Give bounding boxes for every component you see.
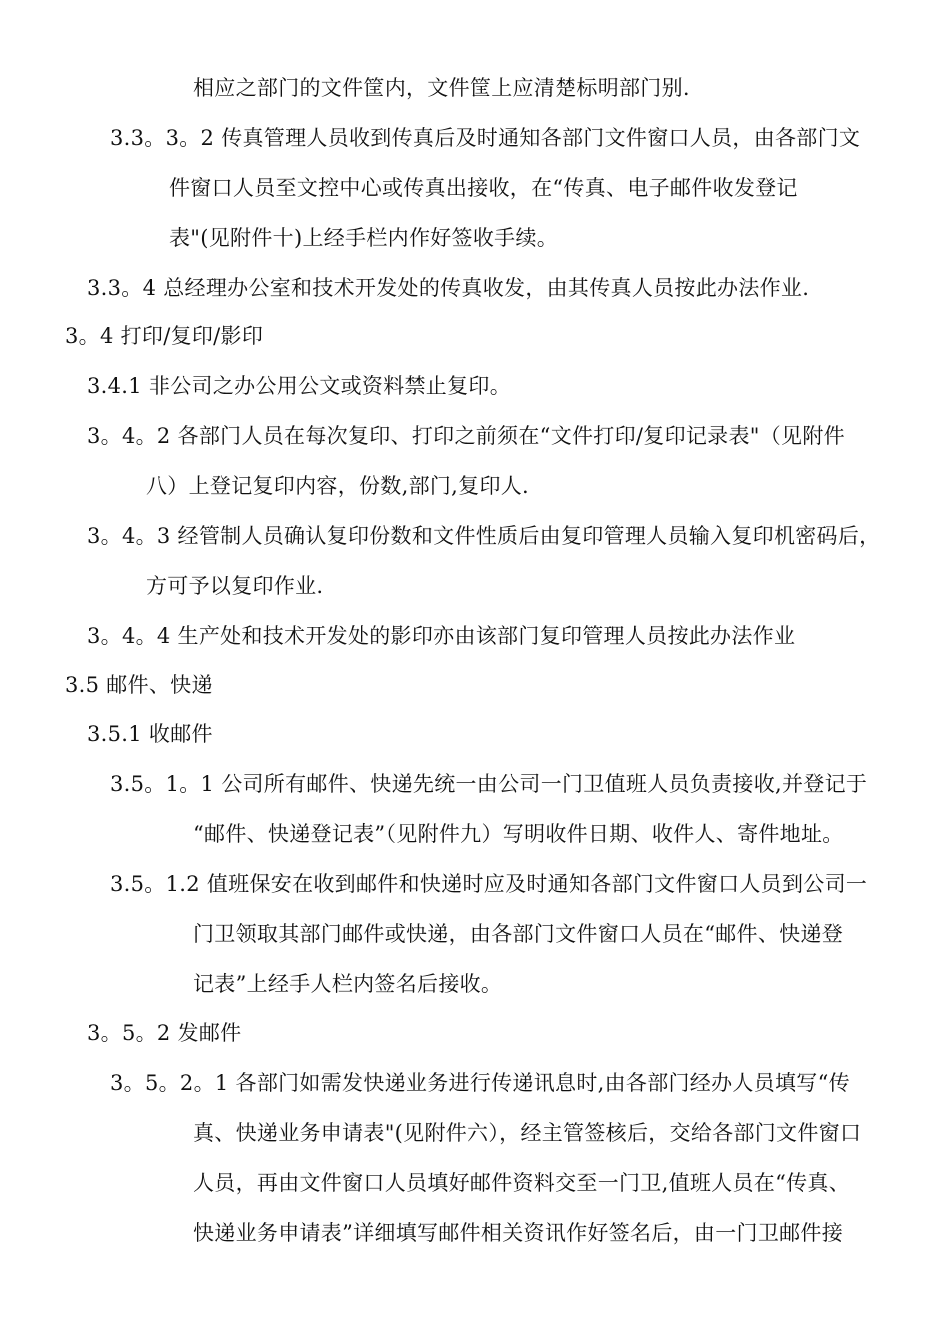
text-line: 快递业务申请表”详细填写邮件相关资讯作好签名后，由一门卫邮件接 [193,1221,844,1245]
text-line: 3.5。1.2 值班保安在收到邮件和快递时应及时通知各部门文件窗口人员到公司一 [110,872,868,896]
text-line: 3。4。3 经管制人员确认复印份数和文件性质后由复印管理人员输入复印机密码后， [87,524,881,548]
text-line: 方可予以复印作业. [146,574,324,598]
subsection-heading: 3.5.1 收邮件 [87,722,213,746]
text-line: “邮件、快递登记表”（见附件九）写明收件日期、收件人、寄件地址。 [193,822,844,846]
text-line: 3。5。2。1 各部门如需发快递业务进行传递讯息时,由各部门经办人员填写“传 [110,1071,850,1095]
section-heading: 3.5 邮件、快递 [65,673,213,697]
text-line: 门卫领取其部门邮件或快递，由各部门文件窗口人员在“邮件、快递登 [193,922,844,946]
text-line: 3。4。4 生产处和技术开发处的影印亦由该部门复印管理人员按此办法作业 [87,624,796,648]
text-line: 人员，再由文件窗口人员填好邮件资料交至一门卫,值班人员在“传真、 [193,1171,851,1195]
text-line: 表"(见附件十)上经手栏内作好签收手续。 [169,226,559,250]
text-line: 3.3。4 总经理办公室和技术开发处的传真收发，由其传真人员按此办法作业. [87,276,810,300]
section-heading: 3。4 打印/复印/影印 [65,324,264,348]
text-line: 相应之部门的文件筐内，文件筐上应清楚标明部门别. [193,76,690,100]
text-line: 3.4.1 非公司之办公用公文或资料禁止复印。 [87,374,512,398]
text-line: 3。4。2 各部门人员在每次复印、打印之前须在“文件打印/复印记录表"（见附件 [87,424,845,448]
subsection-heading: 3。5。2 发邮件 [87,1021,242,1045]
text-line: 真、快递业务申请表"(见附件六），经主管签核后，交给各部门文件窗口 [193,1121,862,1145]
text-line: 八）上登记复印内容，份数,部门,复印人. [146,474,530,498]
text-line: 记表”上经手人栏内签名后接收。 [193,972,503,996]
text-line: 件窗口人员至文控中心或传真出接收，在“传真、电子邮件收发登记 [169,176,798,200]
text-line: 3.3。3。2 传真管理人员收到传真后及时通知各部门文件窗口人员，由各部门文 [110,126,861,150]
text-line: 3.5。1。1 公司所有邮件、快递先统一由公司一门卫值班人员负责接收,并登记于 [110,772,868,796]
